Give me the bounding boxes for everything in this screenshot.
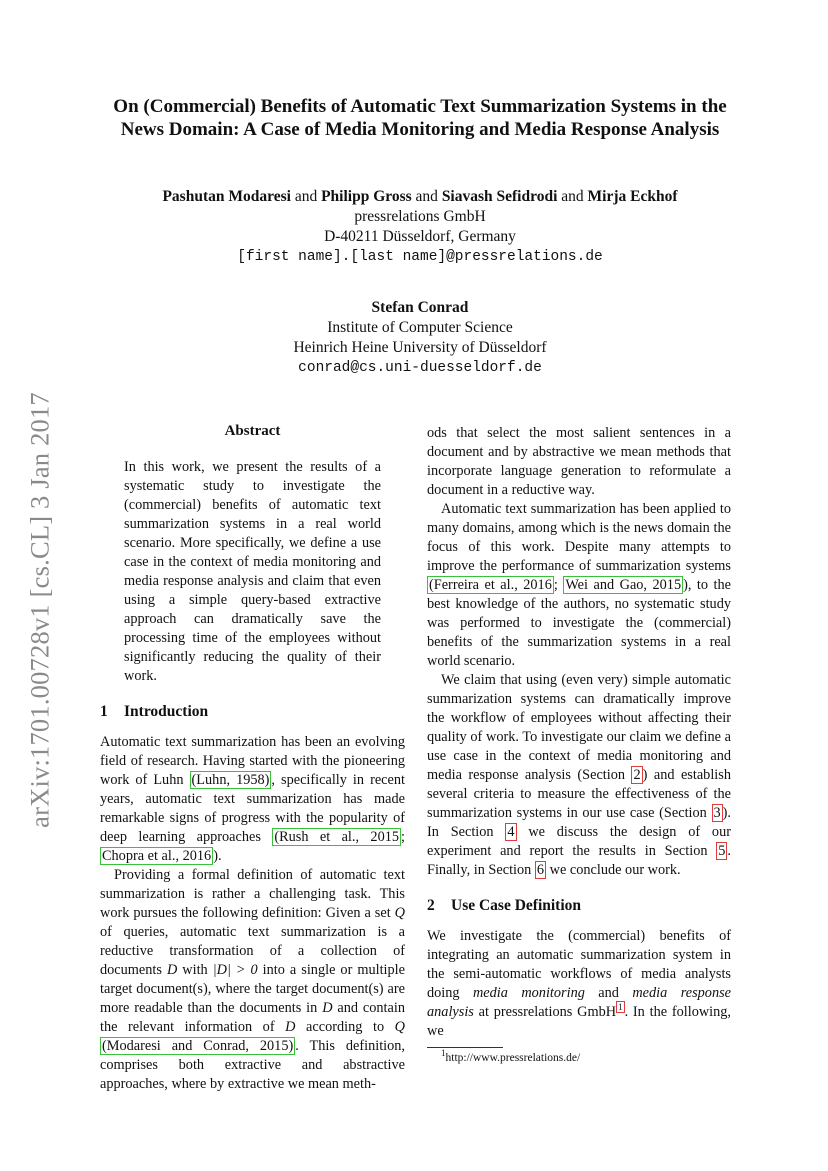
affiliation-line: pressrelations GmbH <box>354 208 486 225</box>
abstract-text: In this work, we present the results of a systematic study to investigate the (commercial) benefits of automatic text summarization systems in a real world scenario. More specifically, we define a use case in the context of media monitoring and media response analysis and claim that even using a simple query-based extractive approach can dramatically save the processing time of the employees without significantly reducing the quality of their work. <box>124 459 381 684</box>
paragraph: We investigate the (commercial) benefits of integrating an automatic summarization system in the semi-automatic workflows of media analysts doing media monitoring and media response analysis at pressrelations GmbH $^1$ . In the following, we <box>427 928 732 1039</box>
affiliation-line: Institute of Computer Science <box>327 319 513 336</box>
author-name: Mirja Eckhof <box>587 188 678 205</box>
section-ref-link[interactable]: 3 <box>713 805 721 821</box>
footnote-ref-link[interactable]: 1 <box>618 1002 623 1013</box>
left-column <box>100 420 405 1094</box>
section-ref-link[interactable]: 5 <box>718 843 726 859</box>
right-column <box>427 424 731 1065</box>
footnote-url[interactable]: http://www.pressrelations.de/ <box>445 1052 581 1064</box>
author-separator: and <box>294 188 318 205</box>
citation-link[interactable]: (Modaresi and Conrad, 2015) <box>102 1038 294 1054</box>
arxiv-identifier-text: arXiv:1701.00728v1 [cs.CL] 3 Jan 2017 <box>24 392 55 828</box>
author-separator: and <box>561 188 584 205</box>
arxiv-identifier <box>18 380 62 840</box>
author-block <box>80 187 760 267</box>
paragraph: We claim that using (even very) simple automatic summarization systems can dramatically improve the workflow of employees without affecting their quality of work. To investigate our claim we define a use case in the context of media monitoring and media response analysis (Section 2 ) and establish several criteria to measure the effectiveness of the summarization systems in our use case (Section 3 ). In Section 4 we discuss the design of our experiment and report the results in Section 5 . Finally, in Section 6 we conclude our work. <box>427 672 731 878</box>
affiliation-line: Heinrich Heine University of Düsseldorf <box>293 339 547 356</box>
paragraph-continuation: ods that select the most salient sentences in a document and by abstractive we mean methods that incorporate language generation to reformulate a document in a reductive way. <box>427 425 731 498</box>
author-name: Siavash Sefidrodi <box>441 188 558 205</box>
footnote-divider <box>427 1047 503 1048</box>
affiliation-line: D-40211 Düsseldorf, Germany <box>324 228 516 245</box>
citation-link[interactable]: Chopra et al., 2016 <box>102 848 212 864</box>
section-ref-link[interactable]: 4 <box>507 824 515 840</box>
section-number: 2 <box>427 897 435 914</box>
paper-title: On (Commercial) Benefits of Automatic Text Summarization Systems in the News Domain: A Case of Media Monitoring and Media Response Analysis <box>113 96 727 140</box>
paragraph: Automatic text summarization has been applied to many domains, among which is the news domain the focus of this work. Despite many attempts to improve the performance of summarization systems (Ferreira et al., 2016 ; Wei and Gao, 2015 ), to the best knowledge of the authors, no systematic study was performed to investigate the (commercial) benefits of the summarization systems in a real world scenario. <box>427 501 731 669</box>
author-email[interactable]: conrad@cs.uni-duesseldorf.de <box>298 360 542 376</box>
section-heading <box>100 702 405 721</box>
citation-link[interactable]: Wei and Gao, 2015 <box>565 577 682 593</box>
author-separator: and <box>415 188 438 205</box>
section-ref-link[interactable]: 6 <box>536 862 545 878</box>
section-ref-link[interactable]: 2 <box>633 767 641 783</box>
section-title: Introduction <box>124 703 209 720</box>
paragraph: Providing a formal definition of automatic text summarization is rather a challenging task. This work pursues the following definition: Given a set Q of queries, automatic text summarization is a reductive transformation of a collection of documents D with |D| > 0 into a single or multiple target document(s), where the target document(s) are more readable than the documents in D and contain the relevant information of D according to Q (Modaresi and Conrad, 2015) . This definition, comprises both extractive and abstractive approaches, where by extractive we mean meth- <box>100 867 406 1092</box>
citation-link[interactable]: (Rush et al., 2015 <box>274 829 400 845</box>
author-name: Philipp Gross <box>321 188 412 205</box>
paragraph: Automatic text summarization has been an evolving field of research. Having started with the pioneering work of Luhn (Luhn, 1958) , specifically in recent years, automatic text summarization has made remarkable signs of progress with the popularity of deep learning approaches (Rush et al., 2015 ; Chopra et al., 2016 ). <box>100 734 406 864</box>
author-email[interactable]: [first name].[last name]@pressrelations.de <box>237 249 603 265</box>
second-author-block <box>80 298 760 378</box>
abstract-heading: Abstract <box>224 423 281 439</box>
author-name: Stefan Conrad <box>371 299 469 316</box>
citation-link[interactable]: (Ferreira et al., 2016 <box>429 577 552 593</box>
citation-link[interactable]: (Luhn, 1958) <box>191 772 270 788</box>
section-title: Use Case Definition <box>451 897 582 914</box>
section-heading <box>427 896 731 915</box>
author-name: Pashutan Modaresi <box>162 188 291 205</box>
footnote: $^1$http://www.pressrelations.de/ <box>441 1048 581 1064</box>
section-number: 1 <box>100 703 108 720</box>
